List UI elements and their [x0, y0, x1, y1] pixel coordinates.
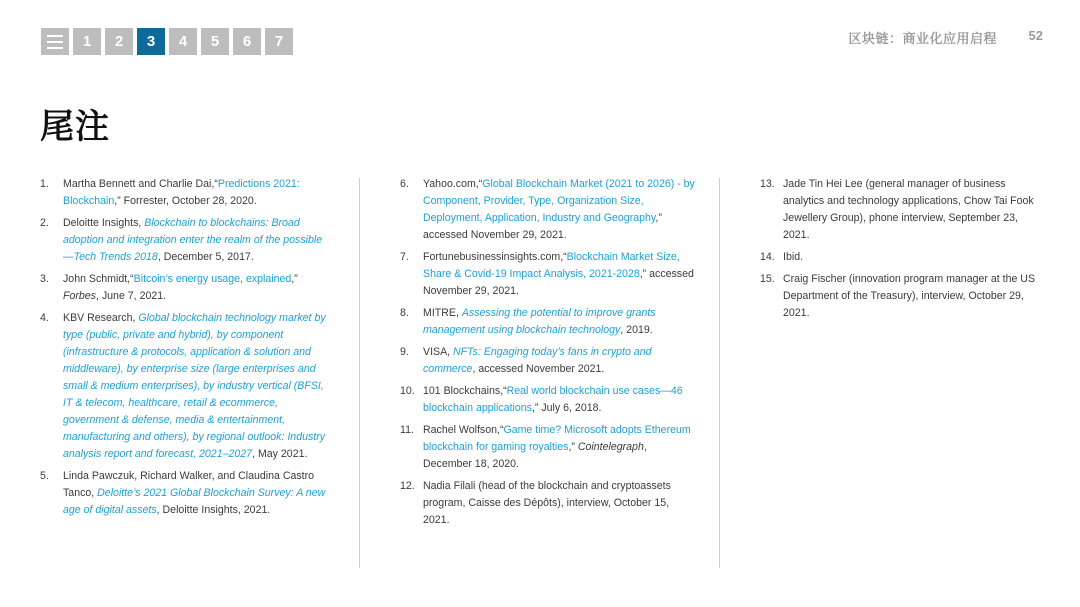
endnote-source-link[interactable]: Bitcoin’s energy usage, explained	[133, 273, 292, 285]
nav-page-4-button[interactable]: 4	[169, 28, 197, 55]
endnote-number: 7.	[400, 251, 409, 263]
endnote-text	[423, 249, 698, 300]
endnote-text-segment: ,”	[291, 273, 298, 285]
publication-name: Cointelegraph	[577, 441, 644, 453]
endnote-text-segment: Fortunebusinessinsights.com,“	[423, 251, 567, 263]
endnote-3	[40, 271, 326, 305]
endnote-text-segment: VISA,	[423, 346, 454, 358]
publication-name: Forbes	[63, 290, 96, 302]
endnote-text-segment: , accessed November 2021.	[472, 363, 605, 375]
endnotes-column-3	[760, 176, 1040, 327]
nav-page-7-button[interactable]: 7	[265, 28, 293, 55]
endnote-text	[63, 215, 326, 266]
endnote-text-segment: Linda Pawczuk, Richard Walker, and Claudina Castro Tanco,	[63, 470, 315, 499]
endnote-text-segment: , 2019.	[620, 324, 653, 336]
nav-page-2-button[interactable]: 2	[105, 28, 133, 55]
endnote-text	[423, 176, 698, 244]
endnote-text-segment: ,” accessed November 29, 2021.	[423, 212, 662, 241]
endnote-text-segment: Jade Tin Hei Lee (general manager of business analytics and technology applications, Chow Tai Fook Jewellery Group), phone interview, September 23, 2021.	[783, 178, 1034, 241]
endnote-number: 4.	[40, 312, 49, 324]
endnote-source-link[interactable]: Real world blockchain use cases—46 blockchain applications	[423, 385, 683, 414]
nav-page-6-button[interactable]: 6	[233, 28, 261, 55]
endnote-13	[760, 176, 1040, 244]
endnote-text-segment: Deloitte Insights,	[63, 217, 145, 229]
endnote-5	[40, 468, 326, 519]
endnote-text	[423, 478, 698, 529]
page-title: 尾注	[40, 107, 110, 147]
menu-button[interactable]	[41, 28, 69, 55]
nav-page-5-button[interactable]: 5	[201, 28, 229, 55]
endnote-text-segment: Yahoo.com,“	[423, 178, 483, 190]
endnote-12	[400, 478, 698, 529]
endnote-source-link[interactable]: Blockchain to blockchains: Broad adoption and integration enter the realm of the possible—Tech Trends 2018	[63, 217, 323, 263]
endnote-text	[423, 383, 698, 417]
endnote-8	[400, 305, 698, 339]
endnote-source-link[interactable]: Global blockchain technology market by type (public, private and hybrid), by component (infrastructure & protocols, application & solution and middleware), by enterprise size (large enterprises and small & medium enterprises), by industry vertical (BFSI, IT & telecom, healthcare, retail & ecommerce, government & defense, media & entertainment, manufacturing and others), by regional outlook: Industry analysis report and forecast, 2021–2027	[63, 312, 326, 460]
endnote-source-link[interactable]: Deloitte’s 2021 Global Blockchain Survey: A new age of digital assets	[63, 487, 326, 516]
endnote-number: 6.	[400, 178, 409, 190]
endnote-text-segment: ,”	[568, 441, 578, 453]
endnote-source-link[interactable]: NFTs: Engaging today’s fans in crypto and commerce	[423, 346, 652, 375]
endnote-text-segment: ,” Forrester, October 28, 2020.	[114, 195, 257, 207]
endnote-text-segment: Rachel Wolfson,“	[423, 424, 504, 436]
endnote-6	[400, 176, 698, 244]
endnote-source-link[interactable]: Assessing the potential to improve grants management using blockchain technology	[423, 307, 656, 336]
endnote-text-segment: , Deloitte Insights, 2021.	[156, 504, 271, 516]
endnote-text	[423, 422, 698, 473]
endnote-text-segment: Nadia Filali (head of the blockchain and cryptoassets program, Caisse des Dépôts), interview, October 15, 2021.	[423, 480, 671, 526]
endnote-text	[63, 468, 326, 519]
endnote-number: 8.	[400, 307, 409, 319]
nav-page-1-button[interactable]: 1	[73, 28, 101, 55]
endnote-11	[400, 422, 698, 473]
endnote-text	[783, 176, 1040, 244]
endnote-text-segment: , May 2021.	[252, 448, 308, 460]
endnote-text	[783, 271, 1040, 322]
endnote-text	[783, 249, 1040, 266]
endnote-source-link[interactable]: Game time? Microsoft adopts Ethereum blockchain for gaming royalties	[423, 424, 691, 453]
nav-page-3-button[interactable]: 3	[137, 28, 165, 55]
endnote-number: 5.	[40, 470, 49, 482]
endnote-text-segment: MITRE,	[423, 307, 462, 319]
endnotes-column-2	[400, 176, 698, 534]
endnote-text-segment: ,” accessed November 29, 2021.	[423, 268, 694, 297]
document-title: 区块链：商业化应用启程	[848, 31, 997, 46]
endnote-number: 13.	[760, 178, 775, 190]
endnotes-column-1	[40, 176, 326, 524]
endnote-text-segment: Martha Bennett and Charlie Dai,“	[63, 178, 218, 190]
endnote-text-segment: ,” July 6, 2018.	[531, 402, 602, 414]
endnote-text	[423, 305, 698, 339]
endnote-source-link[interactable]: Global Blockchain Market (2021 to 2026) - by Component, Provider, Type, Organization Size, Deployment, Application, Industry and Geography	[423, 178, 695, 224]
endnote-number: 3.	[40, 273, 49, 285]
endnote-15	[760, 271, 1040, 322]
endnote-number: 1.	[40, 178, 49, 190]
endnote-source-link[interactable]: Predictions 2021: Blockchain	[63, 178, 300, 207]
endnote-7	[400, 249, 698, 300]
endnote-text-segment: 101 Blockchains,“	[423, 385, 507, 397]
endnote-number: 14.	[760, 251, 775, 263]
column-divider	[359, 178, 360, 568]
page-number: 52	[1028, 28, 1043, 43]
endnote-4	[40, 310, 326, 463]
endnote-10	[400, 383, 698, 417]
endnote-number: 9.	[400, 346, 409, 358]
endnote-text-segment: John Schmidt,“	[63, 273, 134, 285]
endnote-2	[40, 215, 326, 266]
endnote-number: 11.	[400, 424, 414, 436]
endnote-text-segment: , December 18, 2020.	[423, 441, 647, 470]
endnote-number: 15.	[760, 273, 775, 285]
menu-icon	[47, 35, 63, 49]
endnote-14	[760, 249, 1040, 266]
endnote-number: 12.	[400, 480, 415, 492]
endnote-text-segment: KBV Research,	[63, 312, 139, 324]
endnote-text	[63, 310, 326, 463]
page-navigation	[41, 28, 293, 55]
endnote-9	[400, 344, 698, 378]
endnote-source-link[interactable]: Blockchain Market Size, Share & Covid-19 Impact Analysis, 2021-2028	[423, 251, 680, 280]
endnote-text-segment: , December 5, 2017.	[157, 251, 254, 263]
endnote-number: 2.	[40, 217, 49, 229]
endnote-text-segment: Craig Fischer (innovation program manager at the US Department of the Treasury), interview, October 29, 2021.	[783, 273, 1036, 319]
endnote-text	[63, 271, 326, 305]
endnote-text-segment: , June 7, 2021.	[95, 290, 167, 302]
endnote-number: 10.	[400, 385, 415, 397]
endnote-text	[423, 344, 698, 378]
column-divider	[719, 178, 720, 568]
endnote-1	[40, 176, 326, 210]
endnote-text-segment: Ibid.	[783, 251, 804, 263]
endnote-text	[63, 176, 326, 210]
